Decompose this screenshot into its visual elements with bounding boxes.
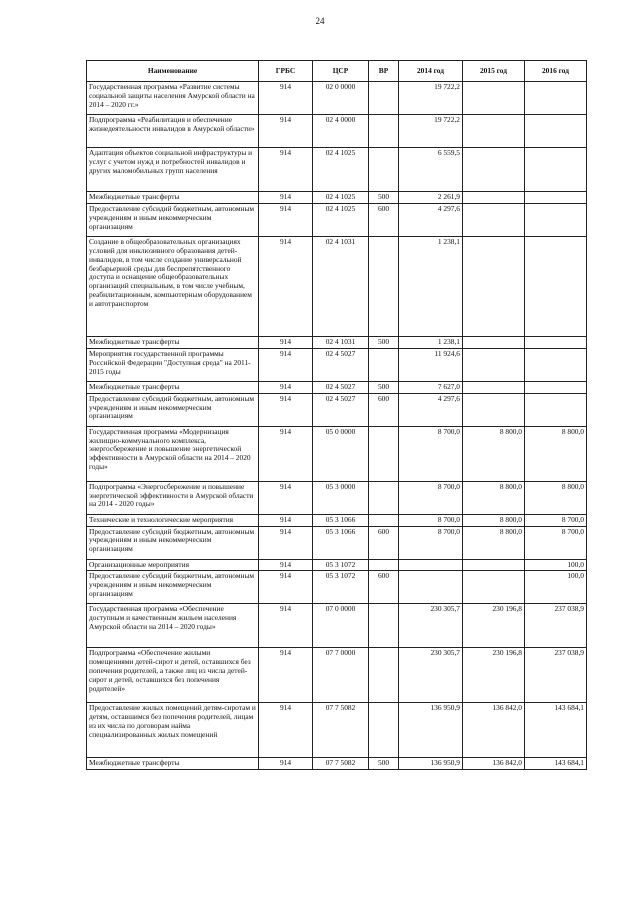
cell-vr	[369, 236, 399, 336]
cell-name: Предоставление субсидий бюджетным, автономным учреждениям и иным некоммерческим организациям	[87, 203, 259, 236]
cell-year-2014	[399, 559, 463, 571]
cell-year-2014: 8 700,0	[399, 426, 463, 481]
cell-name: Мероприятия государственной программы Российской Федерации "Доступная среда" на 2011-2015 годы	[87, 348, 259, 381]
table-row	[87, 571, 587, 604]
cell-vr	[369, 648, 399, 703]
cell-vr: 500	[369, 336, 399, 348]
cell-year-2016	[525, 148, 587, 192]
cell-year-2014: 8 700,0	[399, 514, 463, 526]
table-row	[87, 481, 587, 514]
header-csr: ЦСР	[313, 61, 369, 82]
cell-year-2014: 4 297,6	[399, 393, 463, 426]
cell-csr: 05 3 1066	[313, 526, 369, 559]
cell-year-2016	[525, 348, 587, 381]
cell-year-2014: 19 722,2	[399, 82, 463, 115]
cell-grbs: 914	[259, 82, 313, 115]
cell-grbs: 914	[259, 514, 313, 526]
cell-vr	[369, 426, 399, 481]
cell-name: Технические и технологические мероприятия	[87, 514, 259, 526]
cell-year-2016: 100,0	[525, 571, 587, 604]
cell-year-2015	[463, 148, 525, 192]
cell-year-2014: 230 305,7	[399, 648, 463, 703]
cell-grbs: 914	[259, 393, 313, 426]
cell-csr: 05 0 0000	[313, 426, 369, 481]
cell-year-2014	[399, 571, 463, 604]
cell-year-2014: 8 700,0	[399, 481, 463, 514]
cell-year-2016: 8 800,0	[525, 481, 587, 514]
table-row	[87, 203, 587, 236]
cell-csr: 02 4 1025	[313, 148, 369, 192]
cell-year-2015: 8 800,0	[463, 481, 525, 514]
cell-name: Предоставление субсидий бюджетным, автономным учреждениям и иным некоммерческим организациям	[87, 526, 259, 559]
cell-grbs: 914	[259, 348, 313, 381]
cell-grbs: 914	[259, 571, 313, 604]
cell-name: Организационные мероприятия	[87, 559, 259, 571]
cell-year-2015	[463, 381, 525, 393]
cell-csr: 02 4 5027	[313, 348, 369, 381]
cell-vr	[369, 82, 399, 115]
cell-year-2016: 143 684,1	[525, 758, 587, 770]
header-grbs: ГРБС	[259, 61, 313, 82]
cell-csr: 05 3 1072	[313, 571, 369, 604]
table-row	[87, 526, 587, 559]
cell-grbs: 914	[259, 526, 313, 559]
table-row	[87, 336, 587, 348]
cell-csr: 05 3 1066	[313, 514, 369, 526]
cell-year-2014: 11 924,6	[399, 348, 463, 381]
cell-year-2015: 8 800,0	[463, 426, 525, 481]
cell-csr: 02 4 5027	[313, 393, 369, 426]
cell-csr: 02 4 1031	[313, 236, 369, 336]
cell-year-2015	[463, 336, 525, 348]
cell-year-2015	[463, 192, 525, 204]
table-row	[87, 381, 587, 393]
table-row	[87, 703, 587, 758]
table-row	[87, 115, 587, 148]
cell-name: Предоставление субсидий бюджетным, автономным учреждениям и иным некоммерческим организациям	[87, 393, 259, 426]
cell-year-2015: 230 196,8	[463, 604, 525, 648]
cell-name: Государственная программа «Обеспечение доступным и качественным жильем населения Амурской области на 2014 – 2020 годы»	[87, 604, 259, 648]
cell-year-2014: 1 238,1	[399, 236, 463, 336]
table-row	[87, 393, 587, 426]
header-vr: ВР	[369, 61, 399, 82]
page-number: 24	[315, 16, 325, 26]
cell-year-2016	[525, 236, 587, 336]
table-row	[87, 758, 587, 770]
cell-csr: 05 3 0000	[313, 481, 369, 514]
cell-name: Создание в общеобразовательных организациях условий для инклюзивного образования детей-инвалидов, в том числе создание универсальной безбарьерной среды для беспрепятственного доступа и оснащение общеобразовательных организаций специальным, в том числе учебным, реабилитационным, компьютерным оборудованием и автотранспортом	[87, 236, 259, 336]
table-row	[87, 236, 587, 336]
cell-csr: 07 7 5082	[313, 703, 369, 758]
cell-vr	[369, 481, 399, 514]
cell-year-2014: 7 627,0	[399, 381, 463, 393]
cell-grbs: 914	[259, 481, 313, 514]
table-row	[87, 648, 587, 703]
budget-table	[86, 60, 587, 770]
cell-name: Межбюджетные трансферты	[87, 758, 259, 770]
cell-csr: 07 0 0000	[313, 604, 369, 648]
cell-year-2014: 230 305,7	[399, 604, 463, 648]
cell-vr: 500	[369, 381, 399, 393]
cell-year-2015: 8 800,0	[463, 514, 525, 526]
cell-csr: 02 4 1025	[313, 192, 369, 204]
cell-year-2015	[463, 571, 525, 604]
cell-grbs: 914	[259, 758, 313, 770]
table-row	[87, 514, 587, 526]
cell-year-2016	[525, 381, 587, 393]
cell-vr	[369, 604, 399, 648]
cell-year-2015	[463, 348, 525, 381]
cell-csr: 07 7 0000	[313, 648, 369, 703]
header-year-2016: 2016 год	[525, 61, 587, 82]
cell-vr	[369, 703, 399, 758]
cell-year-2015	[463, 115, 525, 148]
cell-grbs: 914	[259, 381, 313, 393]
cell-name: Подпрограмма «Обеспечение жилыми помещениями детей-сирот и детей, оставшихся без попечения родителей, а также лиц из числа детей-сирот и детей, оставшихся без попечения родителей»	[87, 648, 259, 703]
cell-year-2016	[525, 336, 587, 348]
cell-name: Подпрограмма «Реабилитация и обеспечение жизнедеятельности инвалидов в Амурской области»	[87, 115, 259, 148]
cell-year-2016: 237 038,9	[525, 648, 587, 703]
cell-year-2015: 136 842,0	[463, 758, 525, 770]
cell-year-2016: 8 800,0	[525, 426, 587, 481]
cell-vr: 600	[369, 571, 399, 604]
cell-year-2014: 1 238,1	[399, 336, 463, 348]
cell-vr	[369, 514, 399, 526]
cell-vr	[369, 115, 399, 148]
cell-name: Государственная программа «Модернизация жилищно-коммунального комплекса, энергосбережение и повышение энергетической эффективности в Амурской области на 2014 – 2020 годы»	[87, 426, 259, 481]
cell-csr: 02 4 5027	[313, 381, 369, 393]
table-row	[87, 148, 587, 192]
cell-grbs: 914	[259, 192, 313, 204]
header-year-2015: 2015 год	[463, 61, 525, 82]
cell-year-2016	[525, 393, 587, 426]
cell-vr: 600	[369, 393, 399, 426]
cell-name: Межбюджетные трансферты	[87, 336, 259, 348]
cell-year-2015: 8 800,0	[463, 526, 525, 559]
cell-year-2015	[463, 236, 525, 336]
cell-name: Межбюджетные трансферты	[87, 381, 259, 393]
cell-year-2016: 237 038,9	[525, 604, 587, 648]
table-header-row	[87, 61, 587, 82]
cell-name: Межбюджетные трансферты	[87, 192, 259, 204]
cell-grbs: 914	[259, 426, 313, 481]
cell-year-2016: 100,0	[525, 559, 587, 571]
cell-grbs: 914	[259, 604, 313, 648]
cell-vr: 500	[369, 758, 399, 770]
cell-name: Государственная программа «Развитие системы социальной защиты населения Амурской области на 2014 – 2020 гг.»	[87, 82, 259, 115]
cell-year-2014: 2 261,9	[399, 192, 463, 204]
cell-vr: 600	[369, 526, 399, 559]
cell-vr: 500	[369, 192, 399, 204]
table-row	[87, 426, 587, 481]
cell-year-2014: 136 950,9	[399, 758, 463, 770]
cell-name: Адаптация объектов социальной инфраструктуры и услуг с учетом нужд и потребностей инвалидов и других маломобильных групп населения	[87, 148, 259, 192]
cell-grbs: 914	[259, 648, 313, 703]
table-row	[87, 192, 587, 204]
cell-year-2016	[525, 115, 587, 148]
cell-year-2014: 8 700,0	[399, 526, 463, 559]
cell-csr: 07 7 5082	[313, 758, 369, 770]
cell-grbs: 914	[259, 336, 313, 348]
cell-year-2016	[525, 192, 587, 204]
cell-vr	[369, 559, 399, 571]
cell-csr: 02 0 0000	[313, 82, 369, 115]
cell-csr: 02 4 0000	[313, 115, 369, 148]
cell-year-2016: 8 700,0	[525, 526, 587, 559]
cell-name: Предоставление субсидий бюджетным, автономным учреждениям и иным некоммерческим организациям	[87, 571, 259, 604]
table-row	[87, 559, 587, 571]
cell-year-2016	[525, 82, 587, 115]
table-row	[87, 604, 587, 648]
cell-year-2014: 136 950,9	[399, 703, 463, 758]
cell-grbs: 914	[259, 115, 313, 148]
cell-grbs: 914	[259, 203, 313, 236]
header-year-2014: 2014 год	[399, 61, 463, 82]
cell-year-2014: 19 722,2	[399, 115, 463, 148]
cell-csr: 02 4 1031	[313, 336, 369, 348]
cell-year-2014: 6 559,5	[399, 148, 463, 192]
cell-name: Предоставление жилых помещений детям-сиротам и детям, оставшимся без попечения родителей, лицам из их числа по договорам найма специализированных жилых помещений	[87, 703, 259, 758]
cell-year-2016: 8 700,0	[525, 514, 587, 526]
cell-year-2016	[525, 203, 587, 236]
cell-year-2015	[463, 203, 525, 236]
cell-grbs: 914	[259, 148, 313, 192]
cell-vr	[369, 148, 399, 192]
cell-csr: 05 3 1072	[313, 559, 369, 571]
cell-vr	[369, 348, 399, 381]
cell-csr: 02 4 1025	[313, 203, 369, 236]
header-name: Наименование	[87, 61, 259, 82]
cell-name: Подпрограмма «Энергосбережение и повышение энергетической эффективности в Амурской области на 2014 - 2020 годы»	[87, 481, 259, 514]
cell-grbs: 914	[259, 236, 313, 336]
cell-year-2015	[463, 393, 525, 426]
cell-year-2015: 230 196,8	[463, 648, 525, 703]
cell-year-2015: 136 842,0	[463, 703, 525, 758]
cell-grbs: 914	[259, 559, 313, 571]
table-row	[87, 348, 587, 381]
cell-year-2015	[463, 559, 525, 571]
cell-year-2016: 143 684,1	[525, 703, 587, 758]
cell-vr: 600	[369, 203, 399, 236]
cell-year-2015	[463, 82, 525, 115]
cell-year-2014: 4 297,6	[399, 203, 463, 236]
cell-grbs: 914	[259, 703, 313, 758]
table-row	[87, 82, 587, 115]
